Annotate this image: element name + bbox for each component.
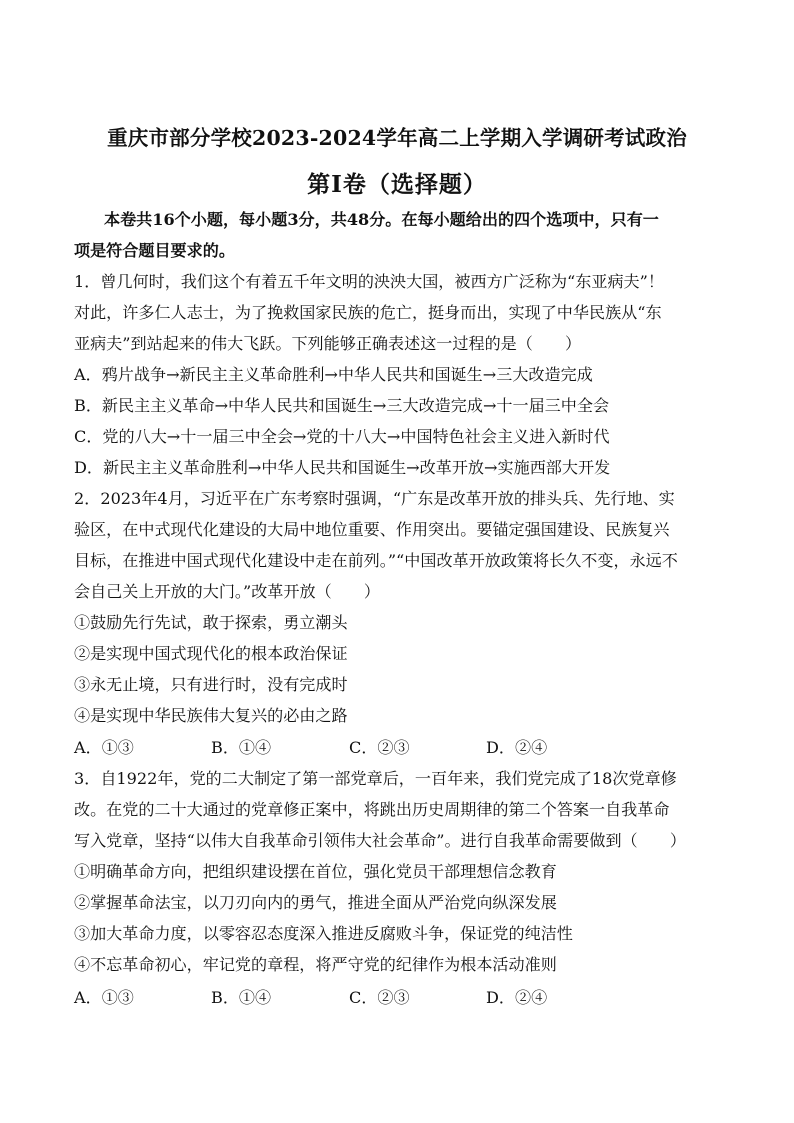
q2-stem-line-2: 验区，在中式现代化建设的大局中地位重要、作用突出。要锚定强国建设、民族复兴 bbox=[74, 520, 670, 539]
section-title: 第Ⅰ卷（选择题） bbox=[307, 171, 487, 198]
q2-item-4: ④是实现中华民族伟大复兴的必由之路 bbox=[74, 706, 348, 725]
q1-option-a: A．鸦片战争→新民主主义革命胜利→中华人民共和国诞生→三大改造完成 bbox=[74, 365, 593, 384]
q1-stem-line-2: 对此，许多仁人志士，为了挽救国家民族的危亡，挺身而出，实现了中华民族从“东 bbox=[74, 303, 662, 322]
q1-option-c: C．党的八大→十一届三中全会→党的十八大→中国特色社会主义进入新时代 bbox=[74, 427, 610, 446]
q2-item-2: ②是实现中国式现代化的根本政治保证 bbox=[74, 644, 348, 663]
q3-item-1: ①明确革命方向，把组织建设摆在首位，强化党员干部理想信念教育 bbox=[74, 862, 557, 881]
q3-stem-line-2: 改。在党的二十大通过的党章修正案中，将跳出历史周期律的第二个答案一自我革命 bbox=[74, 800, 670, 819]
q2-choice-b: B．①④ bbox=[211, 738, 272, 757]
q2-stem-line-4: 会自己关上开放的大门。”改革开放（ ） bbox=[74, 582, 380, 601]
q1-option-b: B．新民主主义革命→中华人民共和国诞生→三大改造完成→十一届三中全会 bbox=[74, 396, 610, 415]
instructions-line-2: 项是符合题目要求的。 bbox=[74, 241, 235, 260]
q2-item-1: ①鼓励先行先试，敢于探索，勇立潮头 bbox=[74, 613, 348, 632]
q2-stem-line-1: 2．2023年4月，习近平在广东考察时强调，“广东是改革开放的排头兵、先行地、实 bbox=[74, 489, 675, 508]
q2-stem-line-3: 目标，在推进中国式现代化建设中走在前列。”“中国改革开放政策将长久不变，永远不 bbox=[74, 551, 678, 570]
q3-item-3: ③加大革命力度，以零容忍态度深入推进反腐败斗争，保证党的纯洁性 bbox=[74, 924, 573, 943]
q3-stem-line-3: 写入党章，坚持“以伟大自我革命引领伟大社会革命”。进行自我革命需要做到（ ） bbox=[74, 831, 686, 850]
q1-stem-line-3: 亚病夫”到站起来的伟大飞跃。下列能够正确表述这一过程的是（ ） bbox=[74, 334, 582, 353]
q3-stem-line-1: 3．自1922年，党的二大制定了第一部党章后，一百年来，我们党完成了18次党章修 bbox=[74, 769, 677, 788]
q1-option-d: D．新民主主义革命胜利→中华人民共和国诞生→改革开放→实施西部大开发 bbox=[74, 458, 611, 477]
instructions-line-1: 本卷共16个小题，每小题3分，共48分。在每小题给出的四个选项中，只有一 bbox=[104, 210, 659, 229]
q1-stem-line-1: 1．曾几何时，我们这个有着五千年文明的泱泱大国，被西方广泛称为“东亚病夫”！ bbox=[74, 272, 664, 291]
exam-title: 重庆市部分学校2023-2024学年高二上学期入学调研考试政治 bbox=[107, 126, 687, 150]
q2-choice-c: C．②③ bbox=[349, 738, 410, 757]
q3-choice-c: C．②③ bbox=[349, 988, 410, 1007]
q3-choice-a: A．①③ bbox=[74, 988, 134, 1007]
q2-item-3: ③永无止境，只有进行时，没有完成时 bbox=[74, 675, 348, 694]
q3-item-4: ④不忘革命初心，牢记党的章程，将严守党的纪律作为根本活动准则 bbox=[74, 955, 557, 974]
q2-choice-d: D．②④ bbox=[486, 738, 548, 757]
q3-item-2: ②掌握革命法宝，以刀刃向内的勇气，推进全面从严治党向纵深发展 bbox=[74, 893, 557, 912]
q3-choice-b: B．①④ bbox=[211, 988, 272, 1007]
q2-choice-a: A．①③ bbox=[74, 738, 134, 757]
q3-choice-d: D．②④ bbox=[486, 988, 548, 1007]
